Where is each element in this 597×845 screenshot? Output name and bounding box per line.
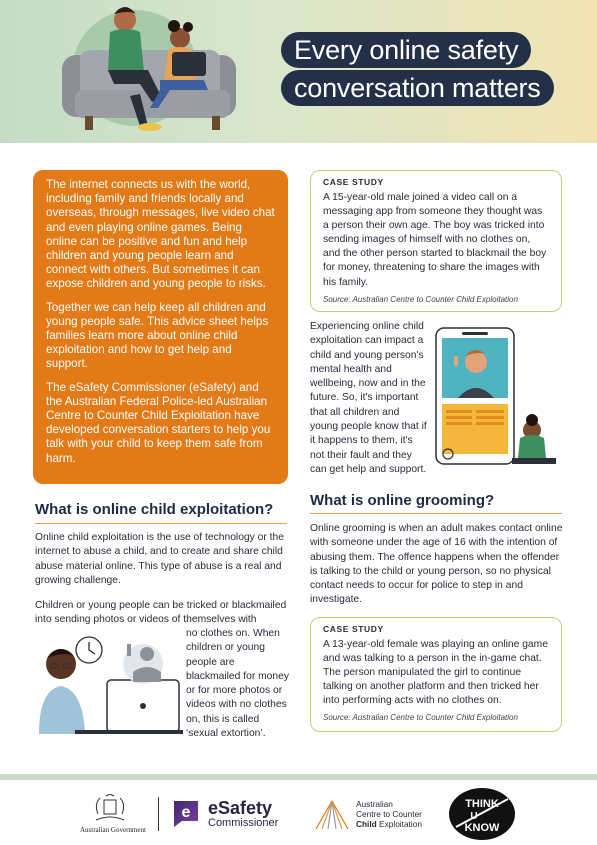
exploitation-paragraph-2-side: no clothes on. When children or young people are blackmailed for money or for more photos or videos with no clothes on, this is called ‘sexual extortion’. — [186, 628, 290, 740]
case-study-1-source: Source: Australian Centre to Counter Child Exploitation — [323, 294, 518, 304]
accce-line-3-bold: Child — [356, 819, 377, 829]
impact-text: Experiencing online child exploitation can impact a child and young person's mental health and wellbeing, now and in the future. So, it's important that all children and young people know that if it happens to them, it's not their fault and they can get help and support. — [310, 321, 427, 475]
case-study-2-text: A 13-year-old female was playing an online game and was talking to a person in the in-game chat. The person manipulated the girl to continue talking on another platform and then tricked her into performing acts with no clothes on. — [323, 639, 548, 707]
family-on-couch-illustration — [30, 0, 260, 143]
grooming-paragraph: Online grooming is when an adult makes contact online with someone under the age of 16 with the intention of abusing them. The offence happens when the offender is talking to the child or young person, so no physical contact needs to occur for police to step in and investigate. — [310, 523, 563, 606]
svg-text:U: U — [470, 811, 478, 822]
case-study-2 — [310, 617, 562, 732]
svg-text:e: e — [181, 804, 191, 821]
header-banner — [0, 0, 597, 143]
accce-logo-icon — [312, 797, 352, 833]
esafety-logo-text: eSafety — [208, 798, 273, 818]
footer-divider — [158, 797, 159, 831]
thinkuknow-logo — [448, 787, 516, 841]
footer-band — [0, 774, 597, 780]
accce-line-2: Centre to Counter — [356, 809, 422, 819]
accce-line-3 — [356, 819, 422, 829]
intro-paragraph-1: The internet connects us with the world, including family and friends locally and overseas, through messages, live video chat and even playing online games. Being online can be positive and fun and help children and young people learn and connect with others. But sometimes it can expose children and young people to risks. — [46, 178, 275, 291]
title-line-2: conversation matters — [281, 70, 554, 106]
case-study-2-source: Source: Australian Centre to Counter Child Exploitation — [323, 713, 518, 723]
case-study-2-label: CASE STUDY — [323, 624, 384, 634]
esafety-logo-subtext: Commissioner — [208, 817, 279, 829]
accce-line-1: Australian — [356, 799, 393, 809]
intro-paragraph-3: The eSafety Commissioner (eSafety) and the Australian Federal Police-led Australian Centre to Counter Child Exploitation have developed conversation starters to help you talk with your child to keep them safe from harm. — [46, 380, 271, 465]
heading-grooming-underline — [310, 513, 562, 514]
heading-grooming: What is online grooming? — [310, 492, 495, 509]
svg-text:KNOW: KNOW — [464, 822, 500, 834]
intro-box — [33, 170, 288, 484]
svg-text:THINK: THINK — [465, 798, 499, 810]
case-study-1 — [310, 170, 562, 312]
heading-exploitation-underline — [35, 523, 287, 524]
case-study-1-label: CASE STUDY — [323, 177, 384, 187]
intro-paragraph-2: Together we can help keep all children and young people safe. This advice sheet helps families learn more about online child exploitation and how to get help and support. — [46, 300, 269, 371]
phone-video-call-illustration — [432, 326, 562, 468]
case-study-1-text: A 15-year-old male joined a video call on a messaging app from someone they thought was a person their own age. The boy was tricked into sending images of himself with no clothes on, and the other person started to blackmail the boy for money, threatening to share the images with his family. — [323, 192, 547, 288]
australian-government-label: Australian Government — [80, 826, 146, 834]
heading-exploitation: What is online child exploitation? — [35, 501, 274, 518]
exploitation-paragraph-1: Online child exploitation is the use of technology or the internet to abuse a child, and to create and share child abuse material online. This type of abuse is a real and growing challenge. — [35, 532, 284, 586]
title-line-1: Every online safety — [281, 32, 531, 68]
exploitation-paragraph-2-top: Children or young people can be tricked or blackmailed into sending photos or videos of themselves with — [35, 600, 287, 626]
child-laptop-illustration — [35, 626, 183, 736]
esafety-logo-icon — [170, 799, 202, 829]
accce-line-3-rest: Exploitation — [376, 819, 422, 829]
coat-of-arms-icon — [92, 794, 128, 824]
accce-logo-text — [356, 799, 422, 829]
